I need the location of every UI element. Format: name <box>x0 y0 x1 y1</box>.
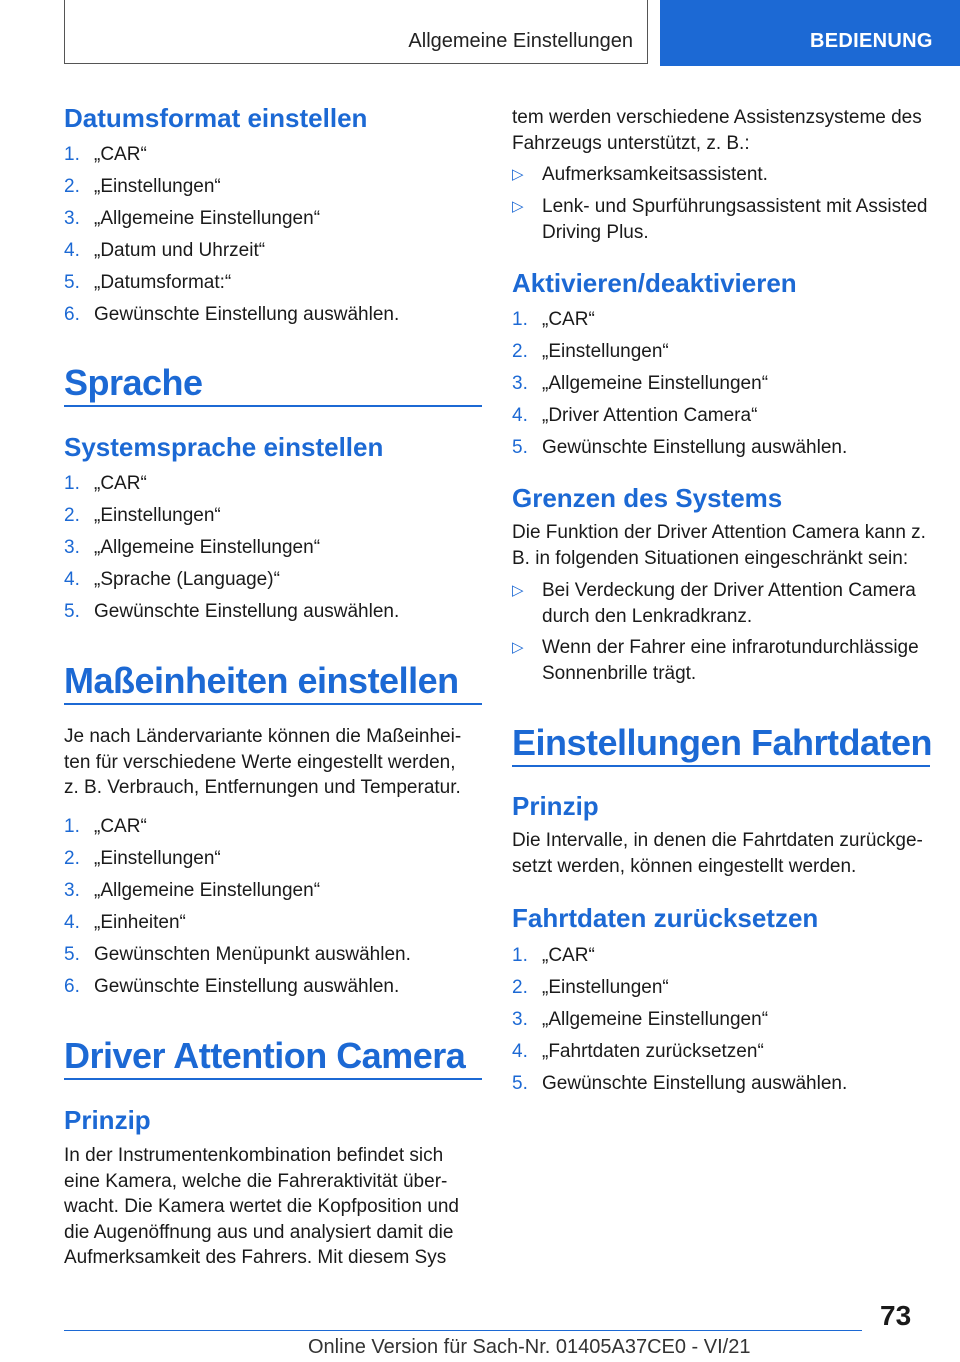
section-rule <box>512 765 930 767</box>
triangle-bullet-icon: ▷ <box>512 582 524 599</box>
masseinheiten-intro: Je nach Ländervariante können die Maßeinheiten für verschiedene Werte eingestellt werden, z. B. Verbrauch, Entfernungen und Temperatur. <box>64 726 462 798</box>
heading-masseinheiten: Maßeinheiten einstellen <box>64 660 459 701</box>
continued-text: tem werden verschiedene Assistenzsysteme des Fahrzeugs unterstützt, z. B.: <box>512 107 922 154</box>
heading-sprache: Sprache <box>64 362 203 403</box>
triangle-bullet-icon: ▷ <box>512 166 524 183</box>
heading-prinzip-fahrtdaten: Prinzip <box>512 791 599 821</box>
footer-rule <box>64 1330 862 1331</box>
section-tab <box>660 0 960 66</box>
heading-einstellungen-fahrtdaten: Einstellungen Fahrtdaten <box>512 722 933 763</box>
footer-text: Online Version für Sach-Nr. 01405A37CE0 - VI/21 <box>308 1336 751 1358</box>
heading-datumsformat: Datumsformat einstellen <box>64 103 368 133</box>
prinzip-driver-text: In der Instrumentenkombination befindet sich eine Kamera, welche die Fahreraktivität überwacht. Die Kamera wertet die Kopfposition und die Augenöffnung aus und analysiert damit die Aufmerksamkeit des Fahrers. Mit diesem Sys <box>64 1145 459 1268</box>
grenzen-text: Die Funktion der Driver Attention Camera kann z. B. in folgenden Situationen eingeschränkt sein: <box>512 522 926 569</box>
heading-grenzen: Grenzen des Systems <box>512 483 783 513</box>
page-header <box>0 0 960 66</box>
heading-prinzip-driver: Prinzip <box>64 1105 151 1135</box>
heading-aktivieren: Aktivieren/deaktivieren <box>512 268 797 298</box>
heading-systemsprache: Systemsprache einstellen <box>64 432 384 462</box>
header-title-box <box>64 0 648 64</box>
triangle-bullet-icon: ▷ <box>512 198 524 215</box>
heading-driver-attention-camera: Driver Attention Camera <box>64 1035 466 1076</box>
triangle-bullet-icon: ▷ <box>512 639 524 656</box>
section-rule <box>64 405 482 407</box>
header-title: Allgemeine Einstellungen <box>408 30 633 52</box>
section-tab-label: BEDIENUNG <box>810 30 933 52</box>
page-number: 73 <box>880 1300 912 1331</box>
heading-fahrtdaten-zuruecksetzen: Fahrtdaten zurücksetzen <box>512 903 819 933</box>
section-rule <box>64 1078 482 1080</box>
section-rule <box>64 703 482 705</box>
prinzip-fahrtdaten-text: Die Intervalle, in denen die Fahrtdaten zurückgesetzt werden, können eingestellt werden. <box>512 830 923 877</box>
